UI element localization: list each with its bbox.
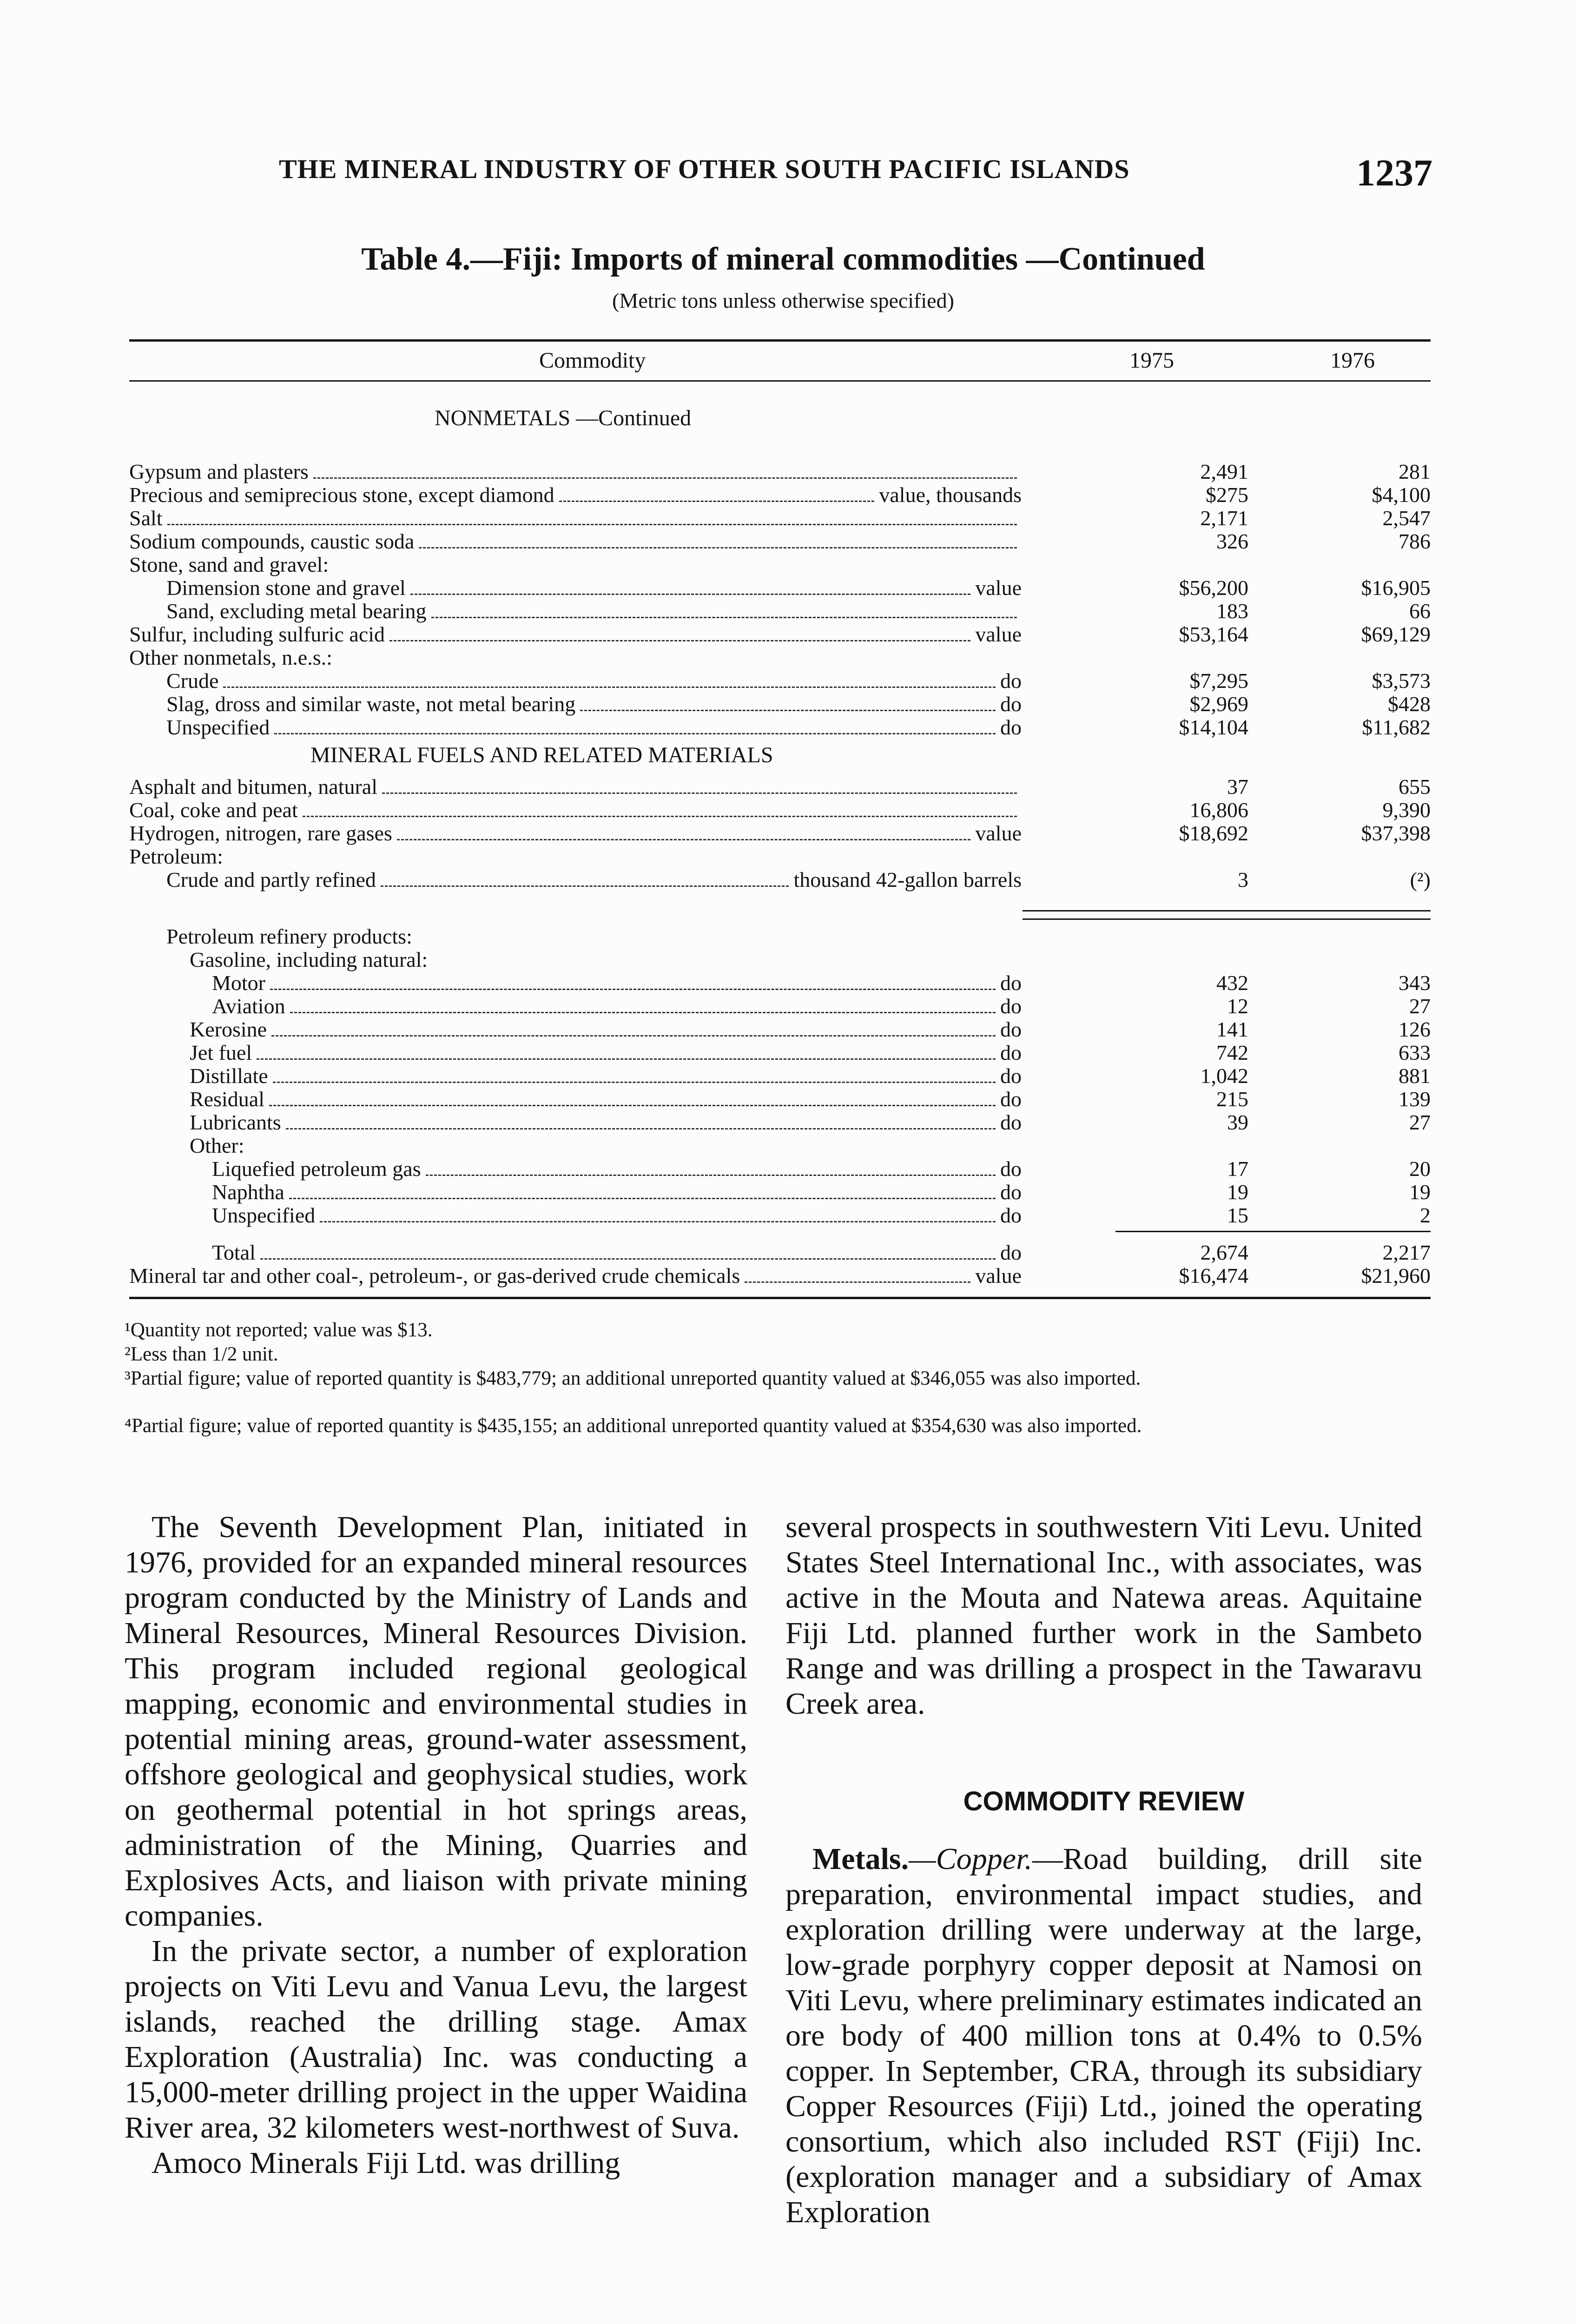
table-row	[129, 948, 1431, 971]
table-row	[129, 623, 1431, 646]
section-heading-commodity-review: COMMODITY REVIEW	[963, 1786, 1245, 1816]
row-unit: do	[1000, 1064, 1022, 1088]
value-1975: 2,491	[1200, 460, 1248, 483]
page-number: 1237	[1356, 152, 1432, 194]
row-label: Dimension stone and gravel	[166, 576, 406, 600]
row-unit: do	[1000, 1017, 1022, 1041]
value-1976: 786	[1399, 529, 1431, 553]
row-label: Sodium compounds, caustic soda	[129, 529, 415, 553]
row-label: Crude	[166, 669, 219, 693]
row-label: Slag, dross and similar waste, not metal bearing	[166, 692, 576, 716]
row-label: Unspecified	[212, 1203, 316, 1227]
table-row	[129, 925, 1431, 948]
row-unit: value	[975, 1264, 1022, 1287]
row-label: Residual	[190, 1087, 264, 1111]
table-row	[129, 995, 1431, 1018]
table-row	[129, 1041, 1431, 1064]
value-1975: 742	[1216, 1041, 1248, 1064]
row-unit: do	[1000, 1241, 1022, 1264]
paragraph	[785, 1842, 1422, 2230]
value-1975: 39	[1227, 1110, 1248, 1134]
value-1975: 19	[1227, 1180, 1248, 1204]
runin-copper: —Copper.	[909, 1842, 1032, 1876]
table-row	[129, 1018, 1431, 1041]
value-1976: 27	[1409, 1110, 1431, 1134]
row-label: Motor	[212, 971, 265, 995]
body-column-right-top	[785, 1510, 1422, 1722]
row-unit: value	[975, 576, 1022, 600]
value-1976: 20	[1409, 1157, 1431, 1181]
table-row	[129, 1134, 1431, 1157]
value-1976: $4,100	[1372, 483, 1431, 507]
value-1976: $3,573	[1372, 669, 1431, 693]
row-label: Jet fuel	[190, 1041, 252, 1064]
column-head-rule	[129, 380, 1431, 382]
value-rule	[1023, 918, 1431, 920]
row-label: Naphtha	[212, 1180, 284, 1204]
footnote-2: ²Less than 1/2 unit.	[125, 1343, 278, 1365]
value-1975: $16,474	[1179, 1264, 1248, 1287]
table-row	[129, 460, 1431, 483]
row-label: Lubricants	[190, 1110, 281, 1134]
value-1976: $21,960	[1361, 1264, 1431, 1287]
table-row	[129, 693, 1431, 716]
row-label: Kerosine	[190, 1017, 267, 1041]
value-1976: 27	[1409, 994, 1431, 1018]
row-unit: value	[975, 622, 1022, 646]
table-row	[129, 799, 1431, 822]
row-unit: thousand 42-gallon barrels	[793, 868, 1022, 891]
paragraph: In the private sector, a number of exploration projects on Viti Levu and Vanua Levu, the largest islands, reached the drilling stage. Amax Exploration (Australia) Inc. was conducting a 15,000-meter drilling project in the upper Waidina River area, 32 kilometers west-northwest of Suva.	[125, 1934, 747, 2145]
value-1976: $16,905	[1361, 576, 1431, 600]
value-1976: $11,682	[1362, 715, 1431, 739]
row-label: Asphalt and bitumen, natural	[129, 775, 377, 799]
table-row	[129, 530, 1431, 553]
value-1976: $37,398	[1361, 821, 1431, 845]
row-unit: do	[1000, 1110, 1022, 1134]
value-1975: 432	[1216, 971, 1248, 995]
footnote-4: ⁴Partial figure; value of reported quantity is $435,155; an additional unreported quantity valued at $354,630 was also imported.	[125, 1415, 1142, 1437]
value-1976: 633	[1399, 1041, 1431, 1064]
value-1976: 343	[1399, 971, 1431, 995]
value-1975: $275	[1206, 483, 1248, 507]
table-title: Table 4.—Fiji: Imports of mineral commodities —Continued	[361, 241, 1205, 277]
value-1975: $53,164	[1179, 622, 1248, 646]
value-1976: 2	[1420, 1203, 1431, 1227]
runin-metals: Metals.	[812, 1842, 909, 1876]
table-row	[129, 669, 1431, 693]
row-unit: value, thousands	[879, 483, 1022, 507]
row-label: Liquefied petroleum gas	[212, 1157, 421, 1181]
value-1975: 12	[1227, 994, 1248, 1018]
section-head-nonmetals: NONMETALS —Continued	[435, 406, 692, 430]
value-1975: 17	[1227, 1157, 1248, 1181]
value-1976: 19	[1409, 1180, 1431, 1204]
value-1975: 141	[1216, 1017, 1248, 1041]
row-label: Crude and partly refined	[166, 868, 376, 891]
row-unit: value	[975, 821, 1022, 845]
table-row-total	[129, 1241, 1431, 1264]
body-column-right-bottom	[785, 1842, 1422, 2230]
row-label: Total	[212, 1241, 256, 1264]
table-row	[129, 1204, 1431, 1227]
running-head: THE MINERAL INDUSTRY OF OTHER SOUTH PACIFIC ISLANDS	[279, 154, 1130, 184]
table-row	[129, 775, 1431, 799]
row-label: Precious and semiprecious stone, except diamond	[129, 483, 554, 507]
table-row	[129, 716, 1431, 739]
value-1976: 881	[1399, 1064, 1431, 1088]
value-1976: 66	[1409, 599, 1431, 623]
row-unit: do	[1000, 994, 1022, 1018]
paragraph: Amoco Minerals Fiji Ltd. was drilling	[152, 2146, 620, 2180]
table-row	[129, 576, 1431, 600]
paragraph: several prospects in southwestern Viti Levu. United States Steel International Inc., with associates, was active in the Mouta and Natewa areas. Aquitaine Fiji Ltd. planned further work in the Sambeto Range and was drilling a prospect in the Tawaravu Creek area.	[785, 1510, 1422, 1721]
row-unit: do	[1000, 1180, 1022, 1204]
table-row	[129, 845, 1431, 868]
value-1975: $7,295	[1189, 669, 1248, 693]
row-label: Sulfur, including sulfuric acid	[129, 622, 385, 646]
table-row	[129, 1064, 1431, 1088]
value-rule	[1023, 910, 1431, 911]
row-unit: do	[1000, 1157, 1022, 1181]
value-1976: $69,129	[1361, 622, 1431, 646]
table-row	[129, 507, 1431, 530]
table-top-rule	[129, 339, 1431, 342]
value-1975: $14,104	[1179, 715, 1248, 739]
row-label: Aviation	[212, 994, 285, 1018]
row-label: Distillate	[190, 1064, 268, 1088]
column-head-1976: 1976	[1330, 348, 1375, 373]
table-row	[129, 553, 1431, 576]
value-1975: 2,674	[1200, 1241, 1248, 1264]
table-row	[129, 868, 1431, 891]
value-1975: $18,692	[1179, 821, 1248, 845]
column-head-commodity: Commodity	[539, 348, 646, 373]
value-1976: 2,217	[1382, 1241, 1431, 1264]
value-1975: $56,200	[1179, 576, 1248, 600]
row-label: Sand, excluding metal bearing	[166, 599, 427, 623]
row-label: Unspecified	[166, 715, 270, 739]
row-unit: do	[1000, 1087, 1022, 1111]
row-unit: do	[1000, 1203, 1022, 1227]
table-row	[129, 1157, 1431, 1181]
row-label: Hydrogen, nitrogen, rare gases	[129, 821, 392, 845]
table-row	[129, 1181, 1431, 1204]
paragraph: The Seventh Development Plan, initiated in 1976, provided for an expanded mineral resources program conducted by the Ministry of Lands and Mineral Resources, Mineral Resources Division. This program included regional geological mapping, economic and environmental studies in potential mining areas, ground-water assessment, offshore geological and geophysical studies, work on geothermal potential in hot springs areas, administration of the Mining, Quarries and Explosives Acts, and liaison with private mining companies.	[125, 1510, 747, 1933]
table-row	[129, 1111, 1431, 1134]
table-row	[129, 646, 1431, 669]
table-row	[129, 600, 1431, 623]
total-rule	[1115, 1231, 1431, 1232]
value-1975: 37	[1227, 775, 1248, 799]
value-1976: 139	[1399, 1087, 1431, 1111]
row-label: Salt	[129, 506, 163, 530]
value-1975: 326	[1216, 529, 1248, 553]
paragraph-text: —Road building, drill site preparation, environmental impact studies, and exploration drilling were underway at the large, low-grade porphyry copper deposit at Namosi on Viti Levu, where preliminary estimates indicated an ore body of 400 million tons at 0.4% to 0.5% copper. In September, CRA, through its subsidiary Copper Resources (Fiji) Ltd., joined the operating consortium, which also included RST (Fiji) Inc. (exploration manager and a subsidiary of Amax Exploration	[785, 1842, 1422, 2229]
table-row	[129, 483, 1431, 507]
value-1976: 126	[1399, 1017, 1431, 1041]
value-1976: 2,547	[1382, 506, 1431, 530]
row-label: Stone, sand and gravel:	[129, 553, 329, 576]
value-1975: 3	[1238, 868, 1248, 891]
value-1976: 9,390	[1382, 798, 1431, 822]
row-label: Other nonmetals, n.e.s.:	[129, 646, 332, 669]
row-label: Mineral tar and other coal-, petroleum-, or gas-derived crude chemicals	[129, 1264, 740, 1287]
section-head-fuels: MINERAL FUELS AND RELATED MATERIALS	[310, 743, 773, 767]
row-label: Petroleum:	[129, 845, 223, 868]
footnote-1: ¹Quantity not reported; value was $13.	[125, 1319, 433, 1341]
column-head-1975: 1975	[1129, 348, 1174, 373]
footnote-3: ³Partial figure; value of reported quantity is $483,779; an additional unreported quantity valued at $346,055 was also imported.	[125, 1367, 1141, 1389]
value-1976: 281	[1399, 460, 1431, 483]
row-label: Other:	[190, 1134, 244, 1157]
row-label: Gypsum and plasters	[129, 460, 309, 483]
row-label: Petroleum refinery products:	[166, 924, 412, 948]
row-label: Gasoline, including natural:	[190, 948, 428, 971]
row-unit: do	[1000, 692, 1022, 716]
table-row	[129, 971, 1431, 995]
table-row	[129, 822, 1431, 845]
value-1975: 2,171	[1200, 506, 1248, 530]
row-label: Coal, coke and peat	[129, 798, 298, 822]
body-column-left	[125, 1510, 747, 2181]
row-unit: do	[1000, 669, 1022, 693]
value-1975: 16,806	[1189, 798, 1248, 822]
table-row	[129, 1264, 1431, 1287]
row-unit: do	[1000, 1041, 1022, 1064]
row-unit: do	[1000, 715, 1022, 739]
table-row	[129, 1088, 1431, 1111]
value-1976: (²)	[1410, 868, 1431, 891]
value-1975: 1,042	[1200, 1064, 1248, 1088]
value-1976: $428	[1388, 692, 1431, 716]
row-unit: do	[1000, 971, 1022, 995]
value-1976: 655	[1399, 775, 1431, 799]
value-1975: 183	[1216, 599, 1248, 623]
table-bottom-rule	[129, 1297, 1431, 1299]
value-1975: 215	[1216, 1087, 1248, 1111]
value-1975: 15	[1227, 1203, 1248, 1227]
table-subtitle: (Metric tons unless otherwise specified)	[612, 289, 954, 312]
value-1975: $2,969	[1189, 692, 1248, 716]
